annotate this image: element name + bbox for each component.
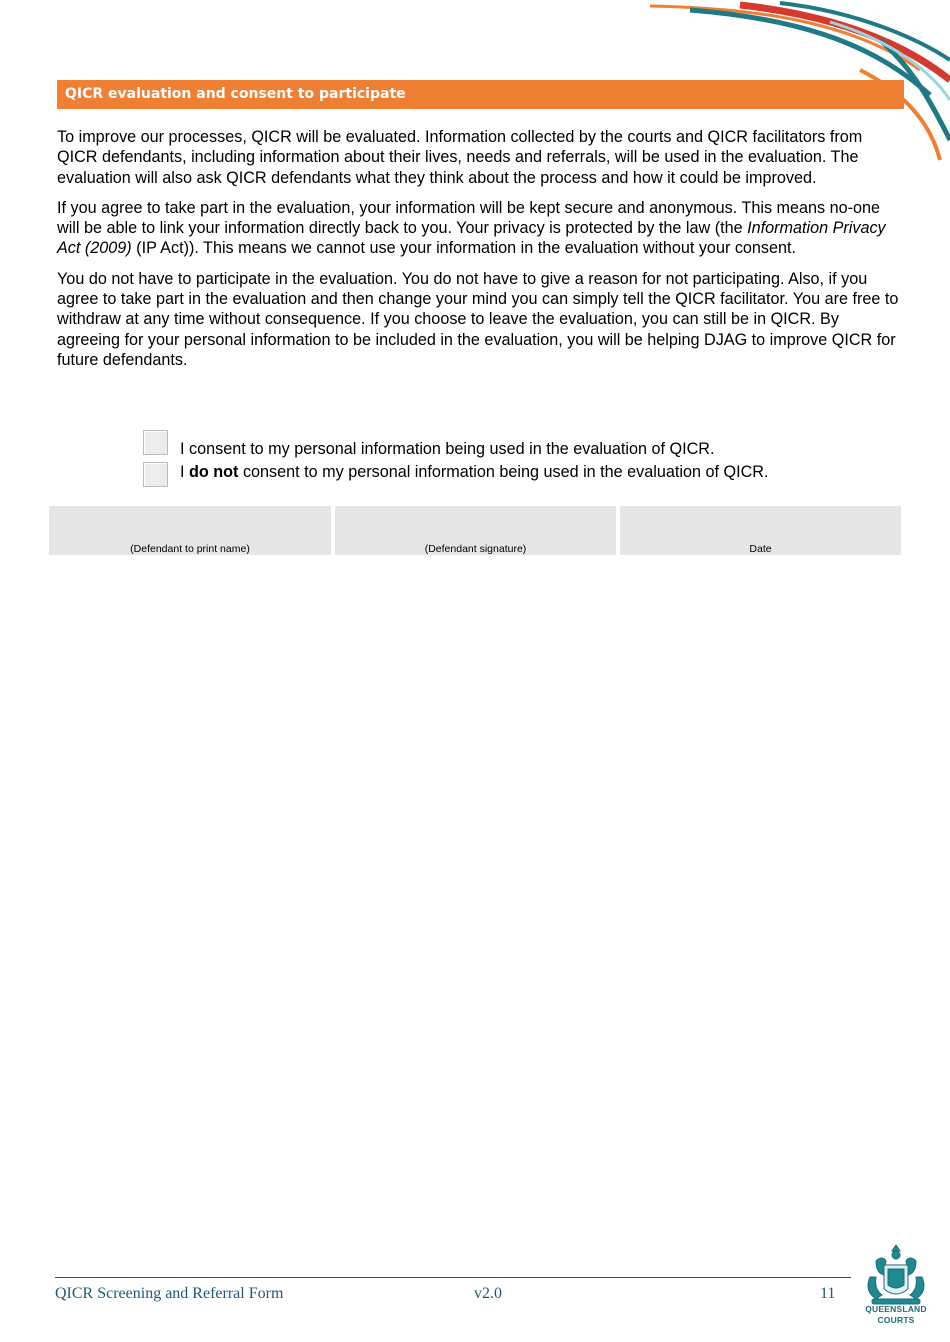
consent-options — [143, 430, 843, 490]
consent-no-label: I do not consent to my personal information being used in the evaluation of QICR. — [180, 463, 769, 481]
body-text — [57, 127, 902, 380]
consent-no-checkbox[interactable] — [143, 462, 168, 487]
signature-label: (Defendant signature) — [424, 543, 527, 555]
section-title: QICR evaluation and consent to participate — [57, 80, 904, 109]
print-name-label: (Defendant to print name) — [130, 543, 250, 555]
footer-form-title: QICR Screening and Referral Form — [55, 1285, 284, 1302]
date-label: Date — [749, 543, 772, 555]
logo-text-courts: COURTS — [877, 1315, 915, 1325]
logo-text-queensland: QUEENSLAND — [865, 1304, 927, 1314]
consent-yes-checkbox[interactable] — [143, 430, 168, 455]
footer-version: v2.0 — [474, 1285, 502, 1302]
print-name-field[interactable] — [49, 506, 331, 555]
paragraph-evaluation: To improve our processes, QICR will be evaluated. Information collected by the courts and QICR facilitators from QICR defendants, including information about their lives, needs and referrals, will be used in the evaluation. The evaluation will also ask QICR defendants what they think about the process and how it could be improved. — [57, 128, 863, 187]
paragraph-participation: You do not have to participate in the evaluation. You do not have to give a reason for not participating. Also, if you agree to take part in the evaluation and then change your mind you can simply tell the QICR facilitator. You are free to withdraw at any time without consequence. If you choose to leave the evaluation, you can still be in QICR. By agreeing for your personal information to be included in the evaluation, you will be helping DJAG to improve QICR for future defendants. — [57, 269, 899, 369]
date-field[interactable] — [620, 506, 901, 555]
consent-no-row — [143, 460, 843, 490]
consent-yes-label: I consent to my personal information being used in the evaluation of QICR. — [180, 440, 715, 458]
footer-divider — [55, 1277, 851, 1278]
paragraph-privacy: If you agree to take part in the evaluation, your information will be kept secure and anonymous. This means no-one will be able to link your information directly back to you. Your privacy is protected by the law (the Information Privacy Act (2009) (IP Act)). This means we cannot use your information in the evaluation without your consent. — [57, 198, 886, 258]
signature-field[interactable] — [335, 506, 616, 555]
consent-yes-row — [143, 430, 843, 460]
act-name: Information Privacy Act (2009) — [57, 219, 886, 258]
footer-page-number: 11 — [820, 1285, 836, 1302]
